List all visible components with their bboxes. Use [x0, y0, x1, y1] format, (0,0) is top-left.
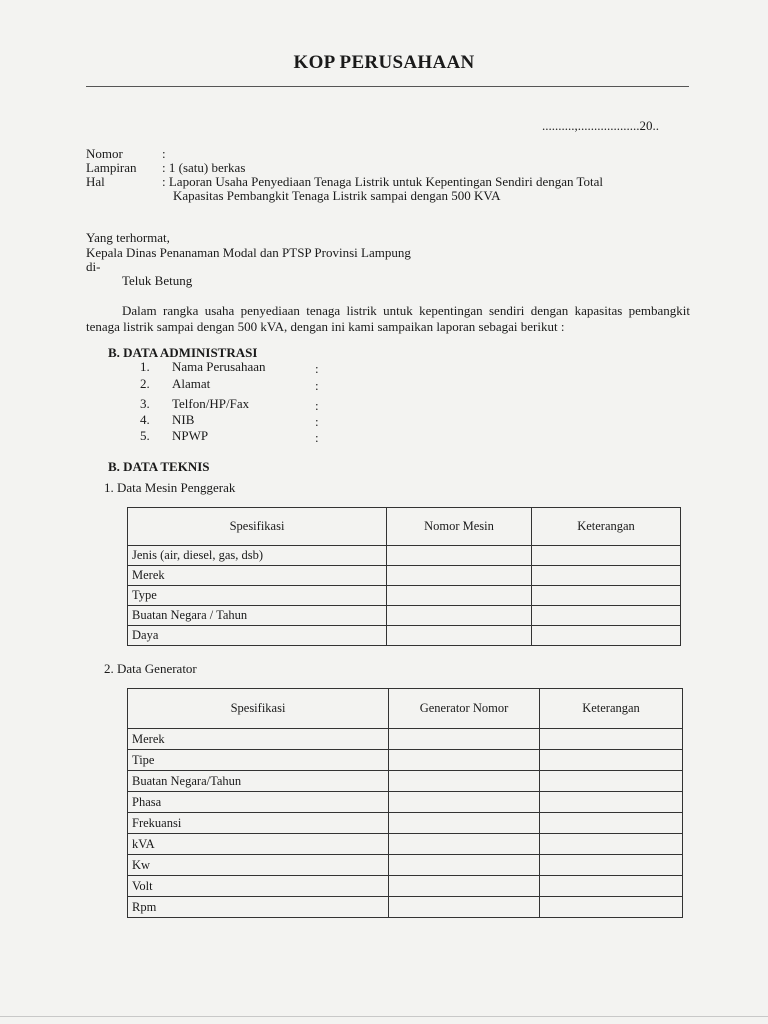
empty-cell — [540, 771, 683, 792]
admin-item-label: NPWP — [172, 428, 209, 443]
admin-item-num: 3. — [140, 396, 150, 411]
hal-value-line1: : Laporan Usaha Penyediaan Tenaga Listrik untuk Kepentingan Sendiri dengan Total — [162, 174, 604, 189]
column-header: Keterangan — [532, 508, 681, 546]
admin-item-colon: : — [315, 430, 319, 445]
admin-item-colon: : — [315, 378, 319, 393]
row-label: Buatan Negara/Tahun — [128, 771, 389, 792]
row-label: Buatan Negara / Tahun — [128, 606, 387, 626]
admin-item-label: Telfon/HP/Fax — [172, 396, 250, 411]
date-line: ..........,...................20.. — [542, 118, 659, 133]
admin-item-num: 2. — [140, 376, 150, 391]
empty-cell — [389, 855, 540, 876]
mesin-subheading: 1. Data Mesin Penggerak — [104, 480, 236, 495]
admin-item-colon: : — [315, 414, 319, 429]
empty-cell — [540, 876, 683, 897]
empty-cell — [532, 626, 681, 646]
table-row — [128, 729, 683, 750]
table-row — [128, 566, 681, 586]
admin-item-num: 4. — [140, 412, 150, 427]
row-label: Tipe — [128, 750, 389, 771]
table-row — [128, 792, 683, 813]
empty-cell — [389, 729, 540, 750]
table-row — [128, 606, 681, 626]
table-row — [128, 626, 681, 646]
teknis-heading: B. DATA TEKNIS — [108, 459, 210, 474]
row-label: Daya — [128, 626, 387, 646]
empty-cell — [532, 606, 681, 626]
recipient: Kepala Dinas Penanaman Modal dan PTSP Provinsi Lampung — [86, 245, 411, 260]
admin-item-num: 5. — [140, 428, 150, 443]
admin-heading: B. DATA ADMINISTRASI — [108, 345, 258, 360]
row-label: Rpm — [128, 897, 389, 918]
di-label: di- — [86, 259, 101, 274]
table-row — [128, 546, 681, 566]
table-row — [128, 855, 683, 876]
row-label: Jenis (air, diesel, gas, dsb) — [128, 546, 387, 566]
empty-cell — [389, 792, 540, 813]
row-label: Frekuansi — [128, 813, 389, 834]
lampiran-value: : 1 (satu) berkas — [162, 160, 246, 175]
page-bottom-edge — [0, 1016, 768, 1017]
nomor-colon: : — [162, 146, 166, 161]
row-label: Type — [128, 586, 387, 606]
empty-cell — [532, 586, 681, 606]
empty-cell — [540, 855, 683, 876]
empty-cell — [532, 546, 681, 566]
nomor-label: Nomor — [86, 146, 123, 161]
table-header-row — [128, 689, 683, 729]
empty-cell — [387, 626, 532, 646]
header-divider — [86, 86, 689, 87]
empty-cell — [540, 813, 683, 834]
intro-paragraph: Dalam rangka usaha penyediaan tenaga listrik untuk kepentingan sendiri dengan kapasitas pembangkit tenaga listrik sampai dengan 500 kVA, dengan ini kami sampaikan laporan sebagai berikut : — [86, 303, 690, 334]
column-header: Keterangan — [540, 689, 683, 729]
empty-cell — [387, 606, 532, 626]
generator-table — [127, 688, 683, 918]
admin-item-colon: : — [315, 398, 319, 413]
empty-cell — [389, 771, 540, 792]
empty-cell — [540, 834, 683, 855]
row-label: Phasa — [128, 792, 389, 813]
table-row — [128, 813, 683, 834]
row-label: Merek — [128, 566, 387, 586]
admin-item-colon: : — [315, 361, 319, 376]
row-label: kVA — [128, 834, 389, 855]
salutation: Yang terhormat, — [86, 230, 170, 245]
row-label: Volt — [128, 876, 389, 897]
empty-cell — [389, 834, 540, 855]
recipient-place: Teluk Betung — [122, 273, 193, 288]
table-row — [128, 897, 683, 918]
table-row — [128, 771, 683, 792]
row-label: Kw — [128, 855, 389, 876]
empty-cell — [389, 876, 540, 897]
table-row — [128, 750, 683, 771]
empty-cell — [389, 897, 540, 918]
empty-cell — [387, 566, 532, 586]
admin-item-label: NIB — [172, 412, 195, 427]
column-header: Nomor Mesin — [387, 508, 532, 546]
row-label: Merek — [128, 729, 389, 750]
empty-cell — [389, 813, 540, 834]
admin-item-num: 1. — [140, 359, 150, 374]
empty-cell — [540, 750, 683, 771]
empty-cell — [540, 792, 683, 813]
lampiran-label: Lampiran — [86, 160, 137, 175]
admin-item-label: Alamat — [172, 376, 211, 391]
table-header-row — [128, 508, 681, 546]
letterhead-title: KOP PERUSAHAAN — [293, 52, 475, 73]
mesin-table — [127, 507, 681, 646]
empty-cell — [532, 566, 681, 586]
hal-label: Hal — [86, 174, 105, 189]
admin-item-label: Nama Perusahaan — [172, 359, 266, 374]
column-header: Generator Nomor — [389, 689, 540, 729]
empty-cell — [387, 546, 532, 566]
table-row — [128, 876, 683, 897]
table-row — [128, 834, 683, 855]
generator-subheading: 2. Data Generator — [104, 661, 197, 676]
hal-value-line2: Kapasitas Pembangkit Tenaga Listrik sampai dengan 500 KVA — [173, 188, 501, 203]
column-header: Spesifikasi — [128, 689, 389, 729]
column-header: Spesifikasi — [128, 508, 387, 546]
empty-cell — [389, 750, 540, 771]
empty-cell — [387, 586, 532, 606]
empty-cell — [540, 729, 683, 750]
table-row — [128, 586, 681, 606]
empty-cell — [540, 897, 683, 918]
